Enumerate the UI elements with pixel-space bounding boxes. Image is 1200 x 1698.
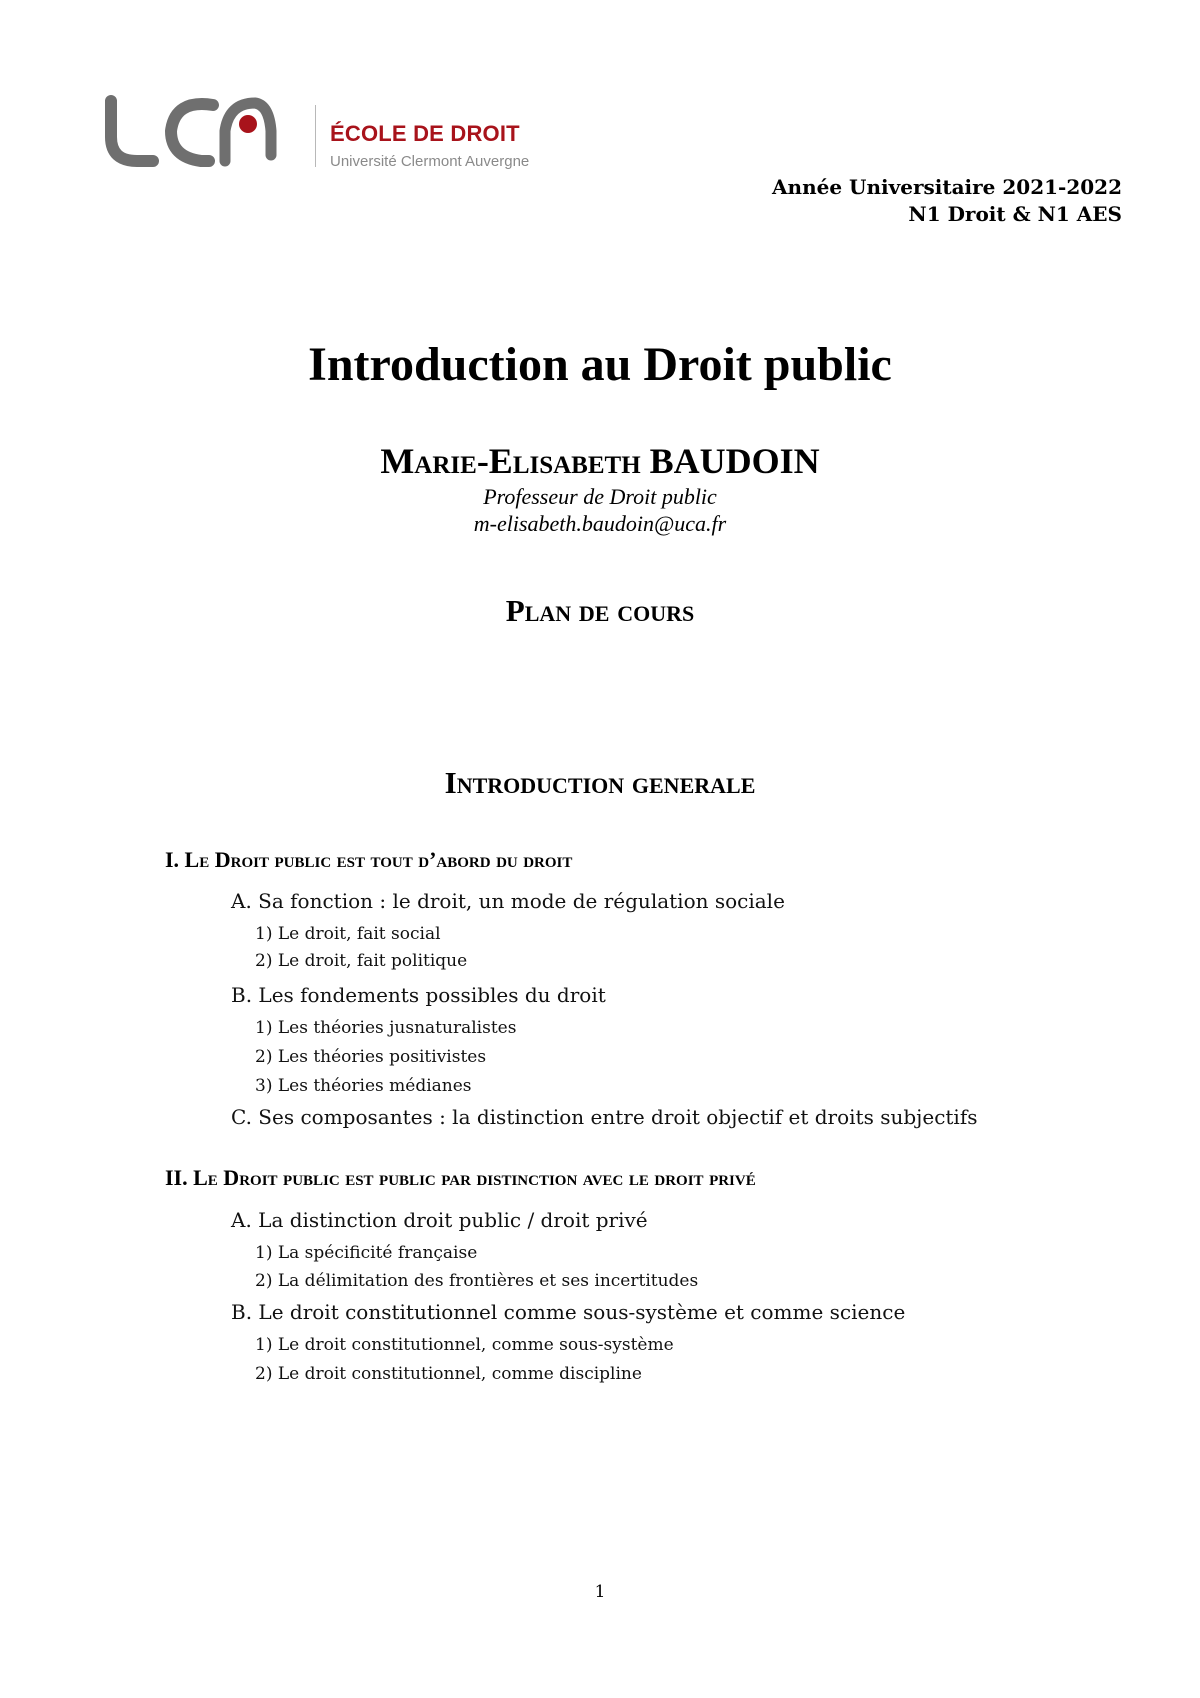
section-heading: B. Le droit constitutionnel comme sous-système et comme science — [231, 1300, 906, 1324]
subsection-item: 1) Le droit constitutionnel, comme sous-système — [255, 1335, 674, 1355]
subsection-item: 2) Les théories positivistes — [255, 1047, 487, 1067]
author-details — [0, 483, 1200, 537]
logo-separator — [315, 105, 316, 167]
logo-university-name: Université Clermont Auvergne — [330, 153, 530, 170]
programme: N1 Droit & N1 AES — [908, 202, 1122, 226]
part-heading: I. Le Droit public est tout d’abord du droit — [165, 847, 573, 872]
subsection-item: 1) La spécificité française — [255, 1243, 478, 1263]
section-heading: B. Les fondements possibles du droit — [231, 983, 606, 1007]
author-role: Professeur de Droit public — [483, 484, 717, 509]
plan-title: Plan de cours — [505, 593, 695, 628]
author-email: m-elisabeth.baudoin@uca.fr — [473, 511, 727, 536]
subsection-item: 2) La délimitation des frontières et ses incertitudes — [255, 1271, 699, 1291]
document-title: Introduction au Droit public — [308, 338, 892, 391]
subsection-item: 1) Le droit, fait social — [255, 924, 441, 944]
part-heading: II. Le Droit public est public par distinction avec le droit privé — [165, 1165, 756, 1190]
header-info — [772, 174, 1122, 228]
page-number: 1 — [594, 1582, 606, 1602]
academic-year: Année Universitaire 2021-2022 — [772, 175, 1122, 199]
ecole-de-droit-logo — [105, 95, 585, 175]
section-title: Introduction generale — [444, 765, 756, 800]
section-heading: A. Sa fonction : le droit, un mode de régulation sociale — [231, 889, 785, 913]
subsection-item: 1) Les théories jusnaturalistes — [255, 1018, 517, 1038]
uca-logo-mark-icon — [105, 95, 305, 175]
section-heading: A. La distinction droit public / droit privé — [231, 1208, 648, 1232]
subsection-item: 3) Les théories médianes — [255, 1076, 472, 1096]
section-heading: C. Ses composantes : la distinction entre droit objectif et droits subjectifs — [231, 1105, 978, 1129]
subsection-item: 2) Le droit, fait politique — [255, 951, 468, 971]
subsection-item: 2) Le droit constitutionnel, comme discipline — [255, 1364, 642, 1384]
author-name: Marie-Elisabeth BAUDOIN — [380, 441, 820, 481]
logo-school-name: ÉCOLE DE DROIT — [330, 121, 520, 146]
